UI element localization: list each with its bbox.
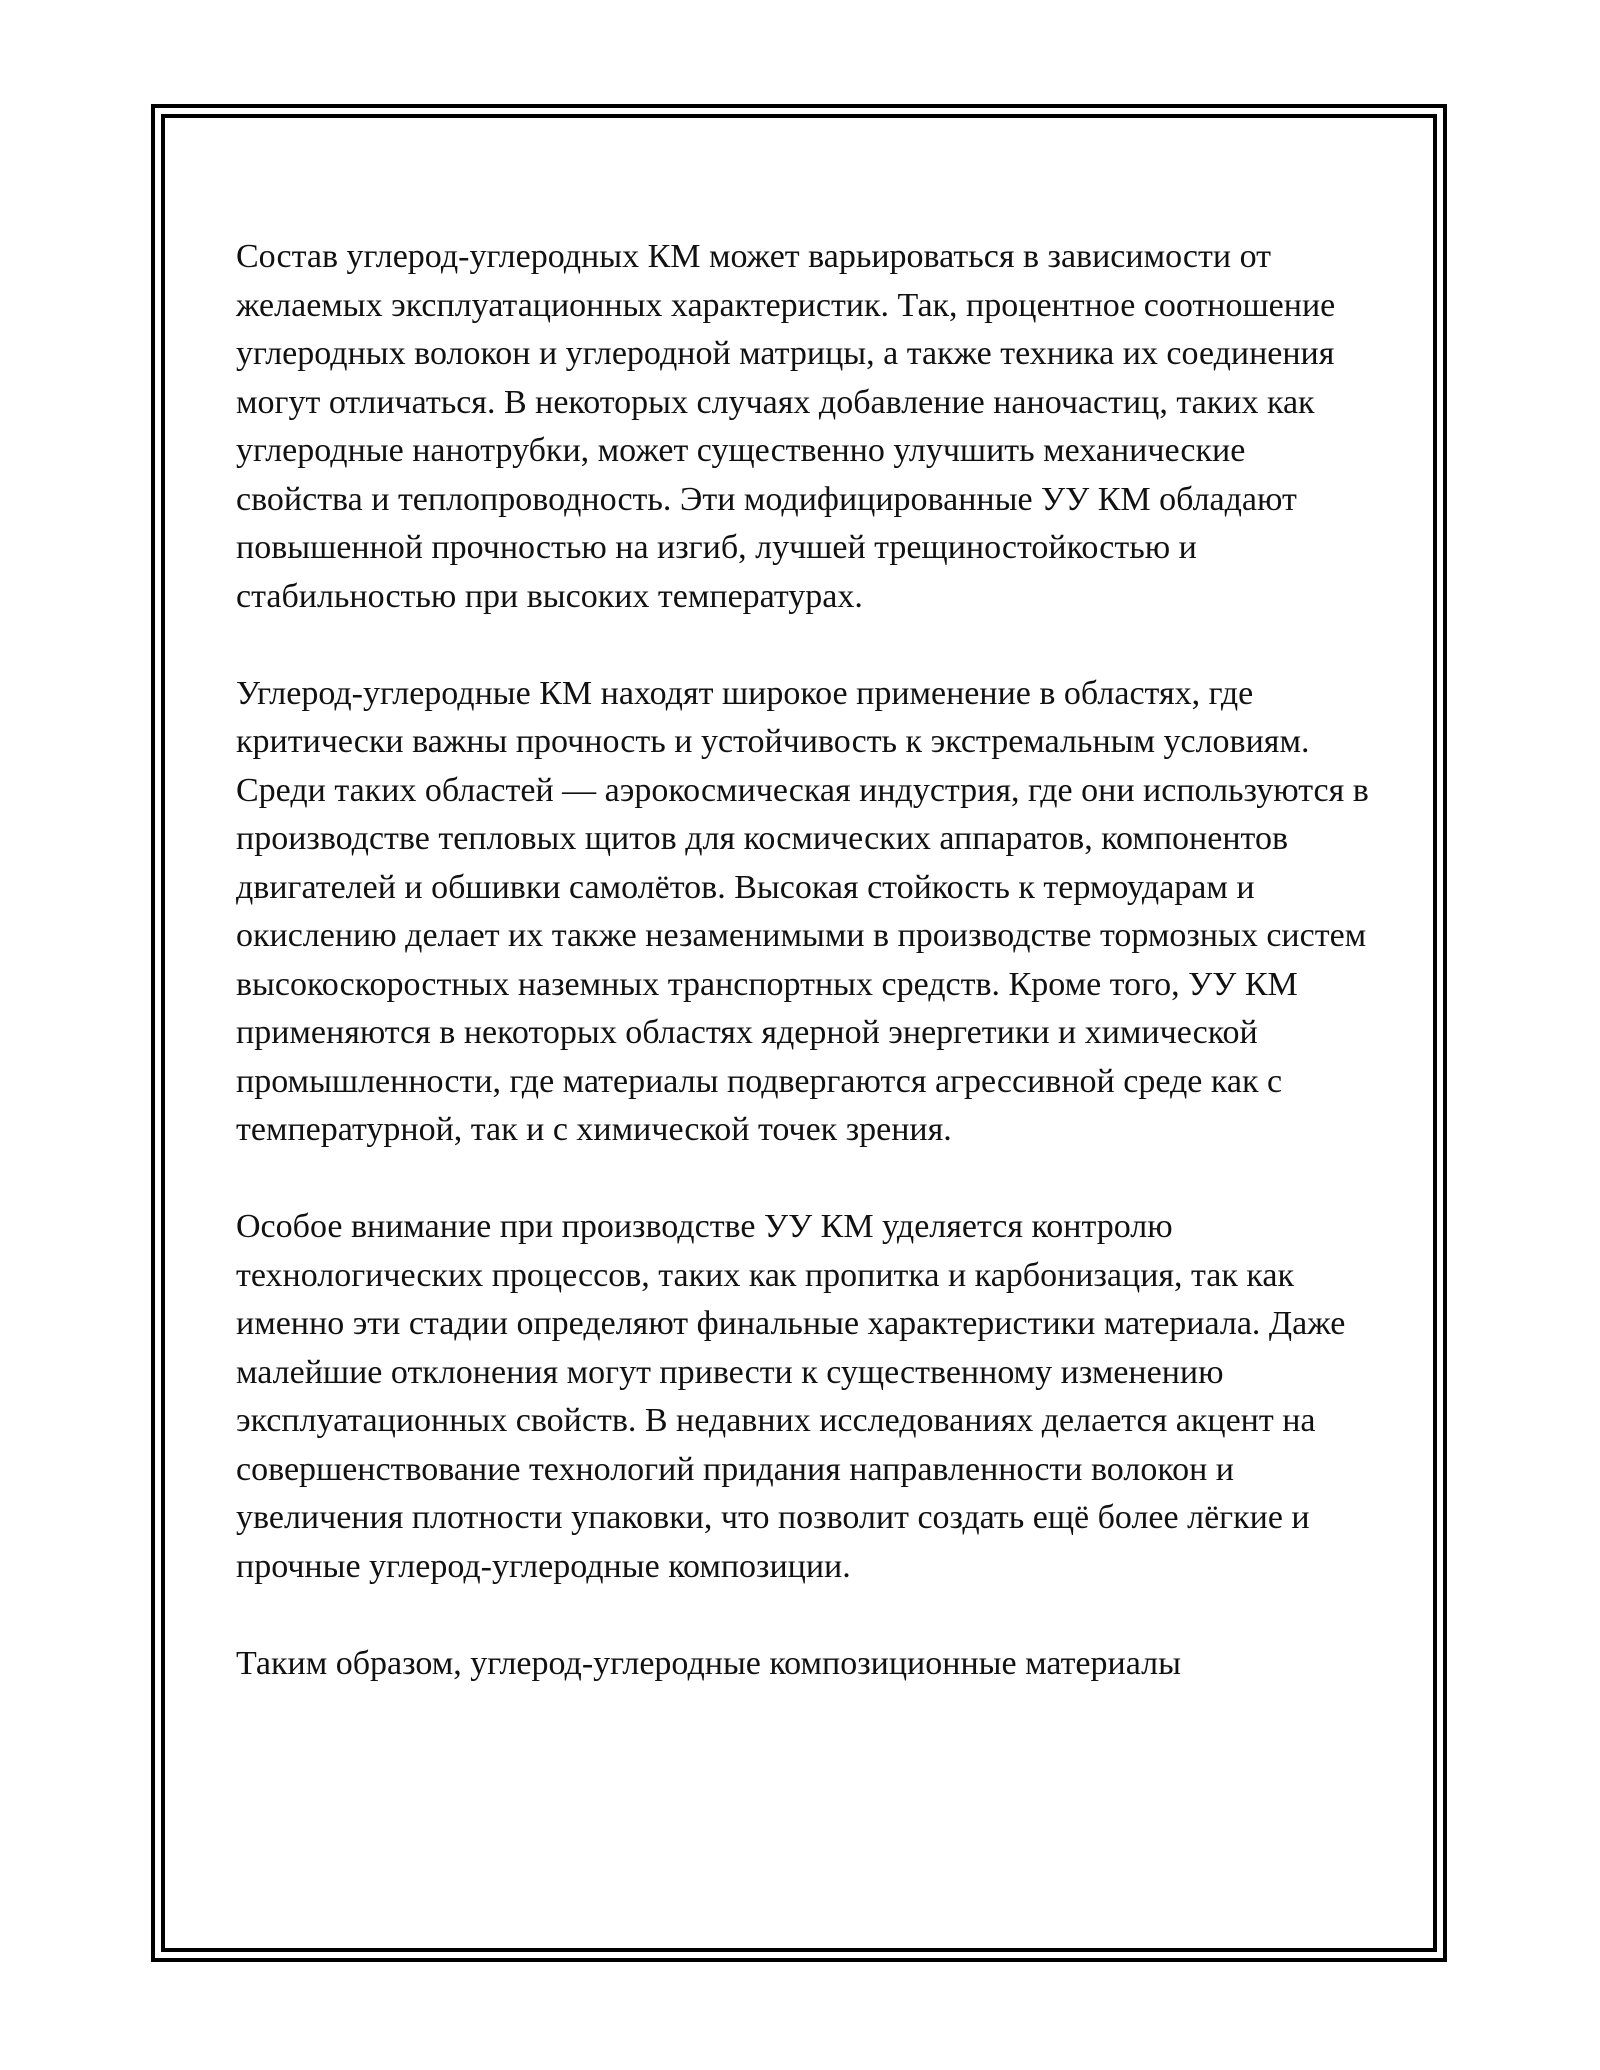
document-body [236, 233, 1370, 1737]
paragraph-3: Особое внимание при производстве УУ КМ уделяется контролю технологических процессов, таких как пропитка и карбонизация, так как именно эти стадии определяют финальные характеристики материала. Даже малейшие отклонения могут привести к существенному изменению эксплуатационных свойств. В недавних исследованиях делается акцент на совершенствование технологий придания направленности волокон и увеличения плотности упаковки, что позволит создать ещё более лёгкие и прочные углерод-углеродные композиции. [236, 1208, 1346, 1585]
paragraph-4: Таким образом, углерод-углеродные композиционные материалы [236, 1644, 1181, 1682]
paragraph-1: Состав углерод-углеродных КМ может варьироваться в зависимости от желаемых эксплуатационных характеристик. Так, процентное соотношение углеродных волокон и углеродной матрицы, а также техника их соединения могут отличаться. В некоторых случаях добавление наночастиц, таких как углеродные нанотрубки, может существенно улучшить механические свойства и теплопроводность. Эти модифицированные УУ КМ обладают повышенной прочностью на изгиб, лучшей трещиностойкостью и стабильностью при высоких температурах. [236, 238, 1336, 615]
paragraph-2: Углерод-углеродные КМ находят широкое применение в областях, где критически важны прочность и устойчивость к экстремальным условиям. Среди таких областей — аэрокосмическая индустрия, где они используются в производстве тепловых щитов для космических аппаратов, компонентов двигателей и обшивки самолётов. Высокая стойкость к термоударам и окислению делает их также незаменимыми в производстве тормозных систем высокоскоростных наземных транспортных средств. Кроме того, УУ КМ применяются в некоторых областях ядерной энергетики и химической промышленности, где материалы подвергаются агрессивной среде как с температурной, так и с химической точек зрения. [236, 674, 1369, 1148]
